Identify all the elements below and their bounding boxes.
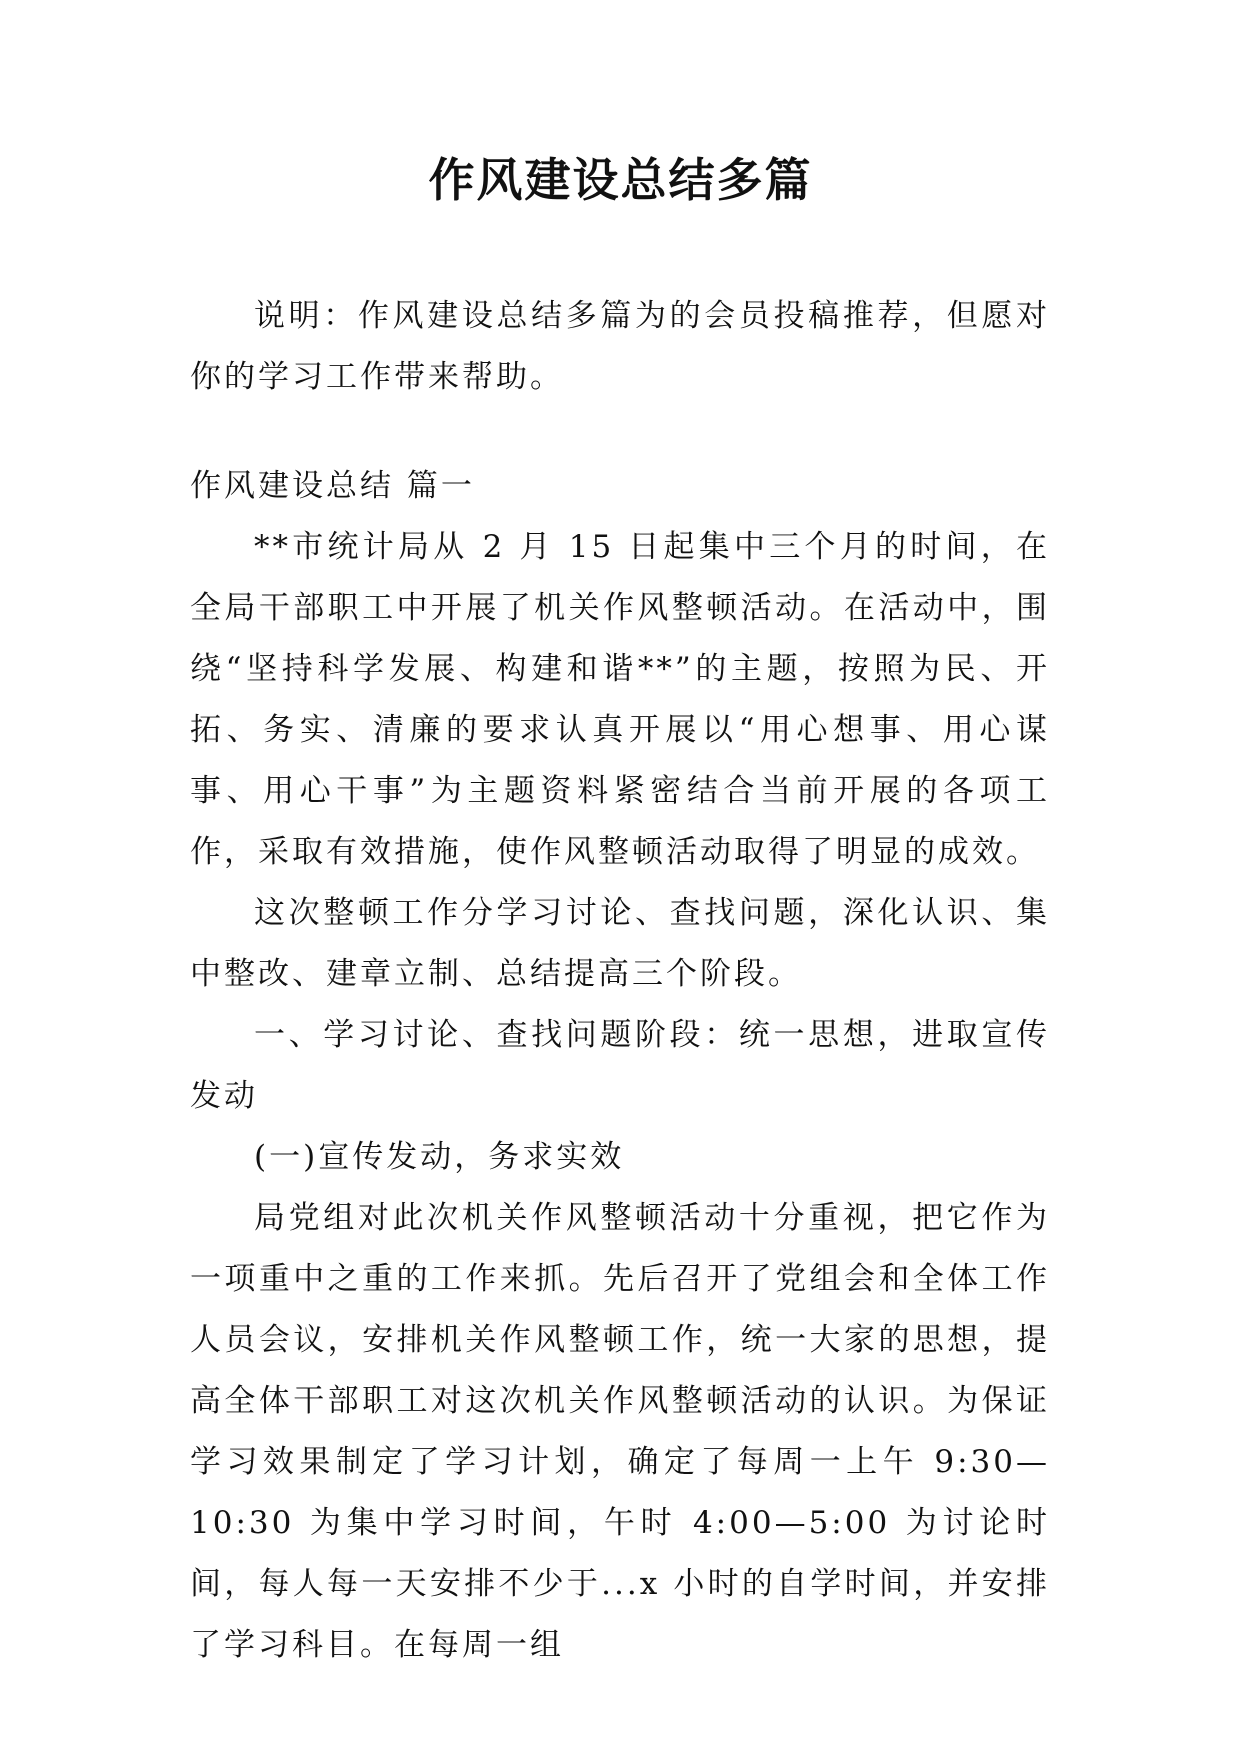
paragraph: 局党组对此次机关作风整顿活动十分重视，把它作为一项重中之重的工作来抓。先后召开了党组会和全体工作人员会议，安排机关作风整顿工作，统一大家的思想，提高全体干部职工对这次机关作风整顿活动的认识。为保证学习效果制定了学习计划，确定了每周一上午 9:30—10:30 为集中学习时间，午时 4:00—5:00 为讨论时间，每人每一天安排不少于...x 小时的自学时间，并安排了学习科目。在每周一组: [190, 1200, 1050, 1663]
heading-level-1: 一、学习讨论、查找问题阶段：统一思想，进取宣传发动: [190, 1017, 1050, 1114]
intro-paragraph: 说明：作风建设总结多篇为的会员投稿推荐，但愿对你的学习工作带来帮助。: [190, 298, 1050, 395]
paragraph: 这次整顿工作分学习讨论、查找问题，深化认识、集中整改、建章立制、总结提高三个阶段。: [190, 895, 1050, 992]
section-heading: 作风建设总结 篇一: [190, 468, 475, 504]
document-title: 作风建设总结多篇: [428, 153, 813, 207]
heading-level-2: (一)宣传发动，务求实效: [254, 1139, 625, 1175]
paragraph: **市统计局从 2 月 15 日起集中三个月的时间，在全局干部职工中开展了机关作风整顿活动。在活动中，围绕“坚持科学发展、构建和谐**”的主题，按照为民、开拓、务实、清廉的要求认真开展以“用心想事、用心谋事、用心干事”为主题资料紧密结合当前开展的各项工作，采取有效措施，使作风整顿活动取得了明显的成效。: [190, 529, 1050, 870]
